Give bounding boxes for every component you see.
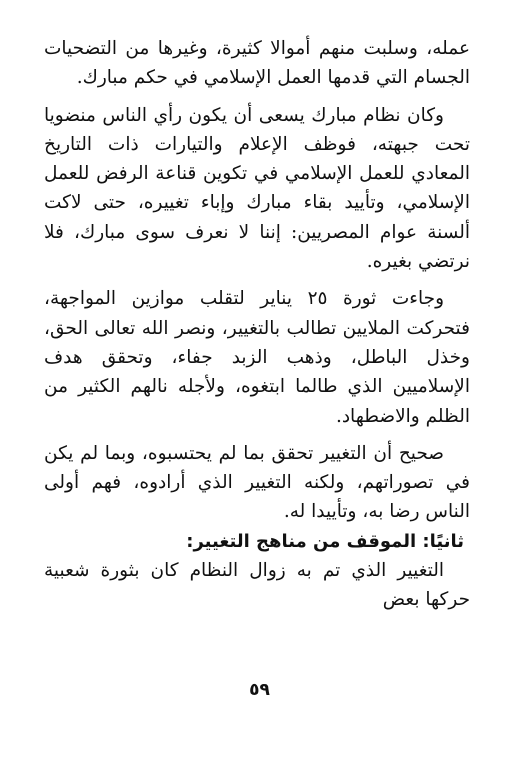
paragraph-january-revolution: وجاءت ثورة ٢٥ يناير لتقلب موازين المواجهة، فتحركت الملايين تطالب بالتغيير، ونصر الله تعالى الحق، وخذل الباطل، وذهب الزبد جفاء، وتحقق هدف الإسلاميين الذي طالما ابتغوه، ولأجله نالهم الكثير من الظلم والاضطهاد. — [44, 288, 470, 427]
page-number: ٥٩ — [249, 680, 270, 700]
body-text — [44, 34, 470, 615]
paragraph-change-methods: التغيير الذي تم به زوال النظام كان بثورة شعبية حركها بعض — [44, 560, 470, 611]
paragraph-change-achieved: صحيح أن التغيير تحقق بما لم يحتسبوه، وبما لم يكن في تصوراتهم، ولكنه التغيير الذي أرادوه، فهم أولى الناس رضا به، وتأييدا له. — [44, 442, 470, 523]
section-heading: ثانيًا: الموقف من مناهج التغيير: — [186, 530, 464, 552]
paragraph-mubarak-regime: وكان نظام مبارك يسعى أن يكون رأي الناس منضويا تحت جبهته، فوظف الإعلام والتيارات ذات التاريخ المعادي للعمل الإسلامي في تكوين قناعة الرفض للعمل الإسلامي، وتأييد بقاء مبارك وإباء تغييره، حتى لاكت ألسنة عوام المصريين: إننا لا نعرف سوى مبارك، فلا نرتضي بغيره. — [44, 104, 470, 273]
paragraph-continued: عمله، وسلبت منهم أموالا كثيرة، وغيرها من التضحيات الجسام التي قدمها العمل الإسلامي في حكم مبارك. — [44, 38, 470, 89]
